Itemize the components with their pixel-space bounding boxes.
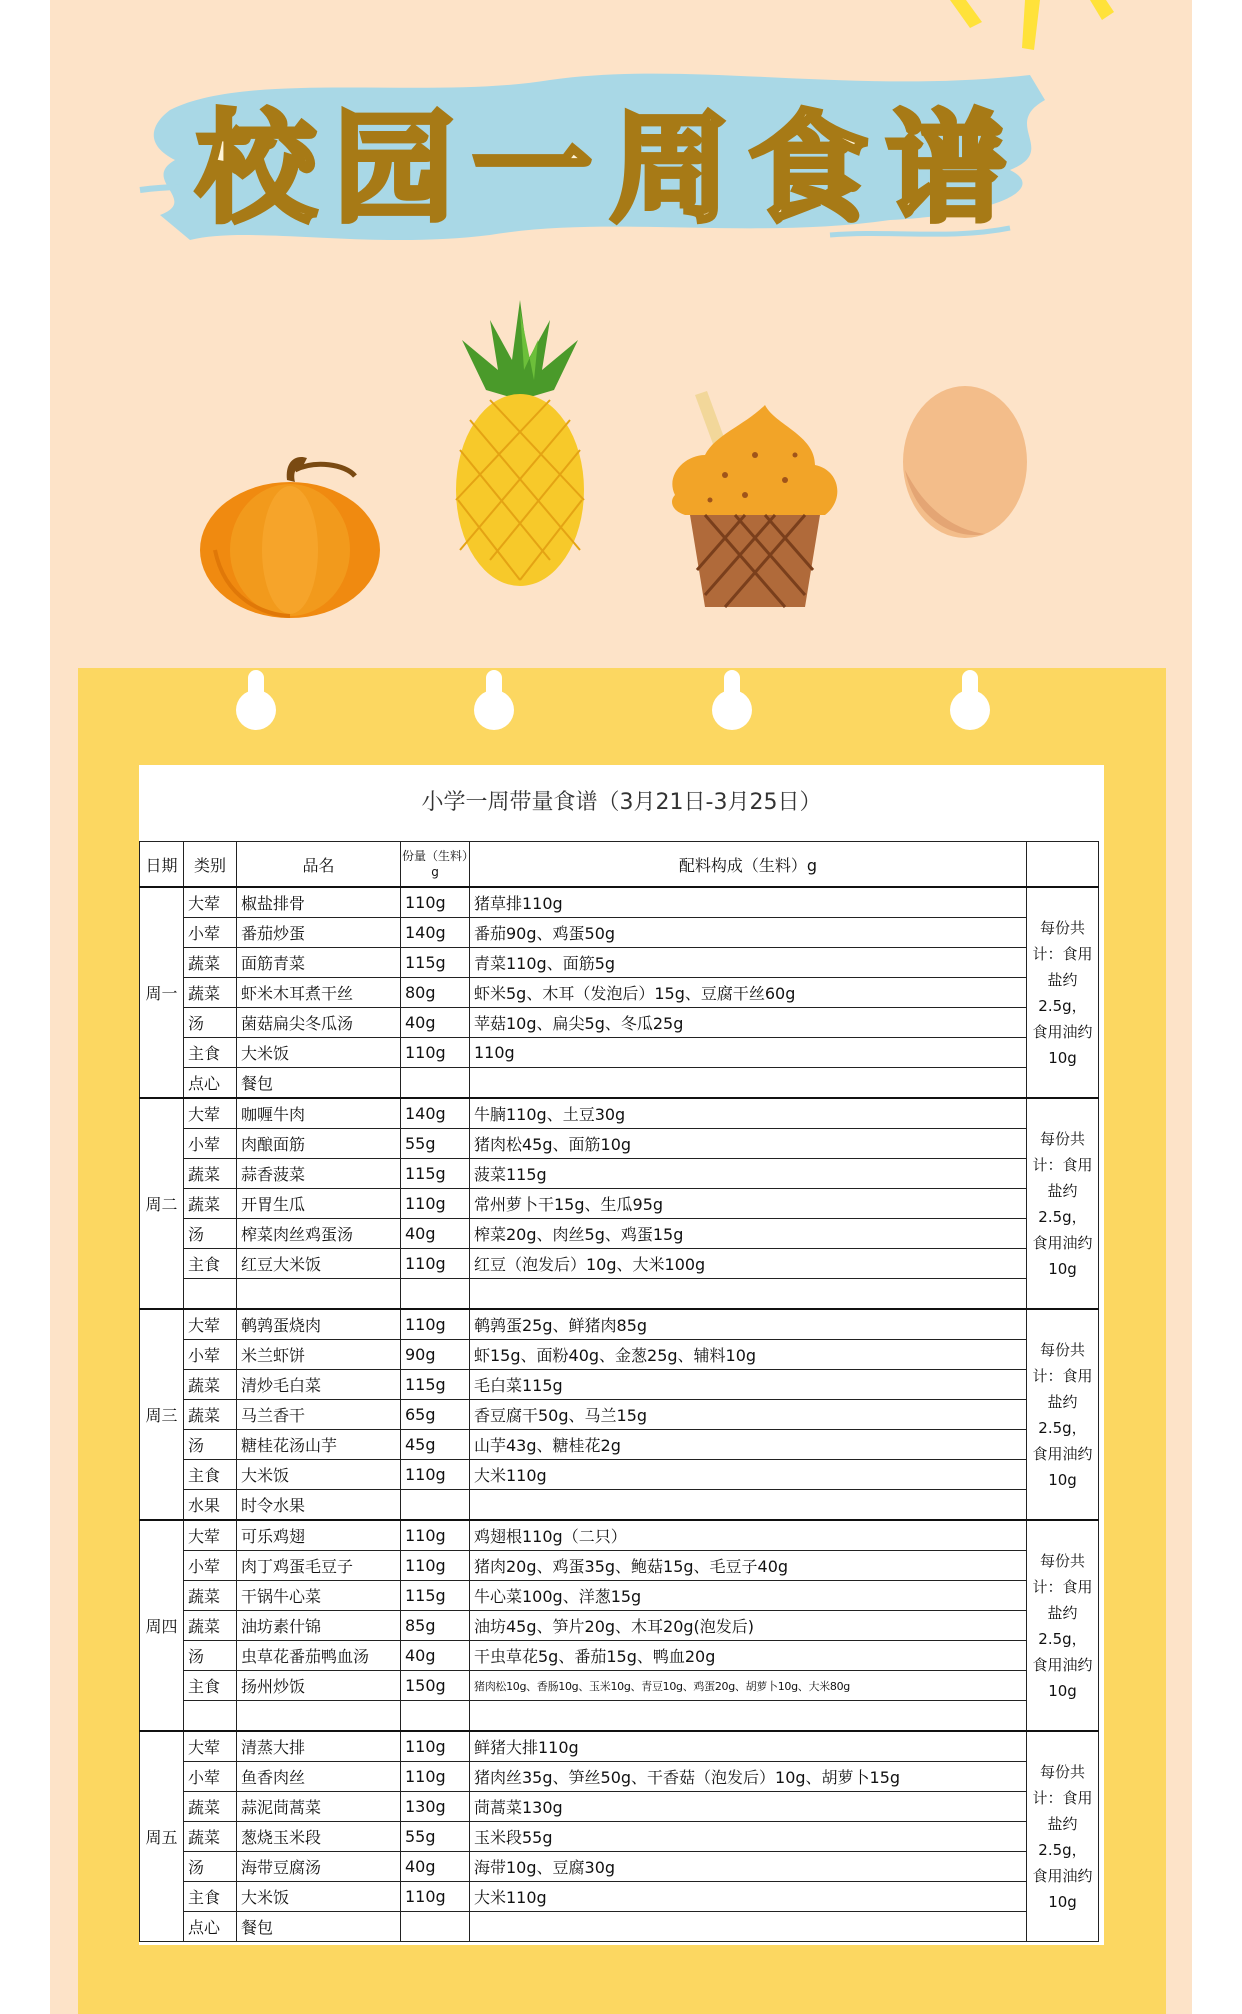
nutrition-note: 每份共计：食用盐约2.5g，食用油约10g [1027, 1309, 1099, 1520]
ingredients-cell: 干虫草花5g、番茄15g、鸭血20g [470, 1641, 1027, 1671]
table-row [140, 1882, 1099, 1912]
dish-cell: 蒜香菠菜 [237, 1159, 401, 1189]
ingredients-cell: 大米110g [470, 1460, 1027, 1490]
pineapple-icon [450, 300, 590, 590]
dish-cell: 可乐鸡翅 [237, 1520, 401, 1551]
pumpkin-icon [195, 450, 385, 620]
table-row [140, 1822, 1099, 1852]
nutrition-note: 每份共计：食用盐约2.5g，食用油约10g [1027, 1098, 1099, 1309]
dish-cell [237, 1701, 401, 1732]
title-wrap [0, 58, 1242, 239]
day-cell: 周五 [140, 1731, 184, 1942]
dish-cell: 蒜泥茼蒿菜 [237, 1792, 401, 1822]
category-cell: 主食 [184, 1249, 237, 1279]
portion-cell: 115g [401, 1159, 470, 1189]
ingredients-cell: 海带10g、豆腐30g [470, 1852, 1027, 1882]
portion-cell: 55g [401, 1129, 470, 1159]
dish-cell: 马兰香干 [237, 1400, 401, 1430]
ingredients-cell: 猪草排110g [470, 887, 1027, 918]
ingredients-cell: 猪肉丝35g、笋丝50g、干香菇（泡发后）10g、胡萝卜15g [470, 1762, 1027, 1792]
header-category: 类别 [184, 842, 237, 888]
ingredients-cell [470, 1701, 1027, 1732]
portion-cell [401, 1068, 470, 1099]
table-row [140, 1520, 1099, 1551]
day-cell: 周三 [140, 1309, 184, 1520]
dish-cell: 清蒸大排 [237, 1731, 401, 1762]
table-row [140, 1852, 1099, 1882]
table-row [140, 1340, 1099, 1370]
portion-cell: 40g [401, 1641, 470, 1671]
table-row [140, 1430, 1099, 1460]
table-row [140, 1581, 1099, 1611]
portion-cell: 110g [401, 1189, 470, 1219]
table-header-row [140, 842, 1099, 888]
portion-cell: 40g [401, 1852, 470, 1882]
category-cell: 蔬菜 [184, 1370, 237, 1400]
ingredients-cell: 榨菜20g、肉丝5g、鸡蛋15g [470, 1219, 1027, 1249]
table-row [140, 1400, 1099, 1430]
table-row [140, 1129, 1099, 1159]
table-row [140, 1098, 1099, 1129]
header-note [1027, 842, 1099, 888]
ingredients-cell: 猪肉松10g、香肠10g、玉米10g、青豆10g、鸡蛋20g、胡萝卜10g、大米80g [470, 1671, 1027, 1701]
dish-cell: 餐包 [237, 1912, 401, 1942]
portion-cell [401, 1279, 470, 1310]
portion-cell: 110g [401, 1309, 470, 1340]
dish-cell: 咖喱牛肉 [237, 1098, 401, 1129]
menu-table [139, 841, 1099, 1942]
ingredients-cell: 鹌鹑蛋25g、鲜猪肉85g [470, 1309, 1027, 1340]
table-row [140, 1249, 1099, 1279]
table-row [140, 1551, 1099, 1581]
dish-cell: 面筋青菜 [237, 948, 401, 978]
category-cell: 蔬菜 [184, 1822, 237, 1852]
category-cell: 小荤 [184, 1129, 237, 1159]
category-cell: 大荤 [184, 1731, 237, 1762]
portion-cell: 140g [401, 918, 470, 948]
table-row [140, 1370, 1099, 1400]
header-dish: 品名 [237, 842, 401, 888]
category-cell: 主食 [184, 1460, 237, 1490]
table-row [140, 1309, 1099, 1340]
dish-cell: 油坊素什锦 [237, 1611, 401, 1641]
portion-cell: 40g [401, 1219, 470, 1249]
portion-cell: 110g [401, 1882, 470, 1912]
ingredients-cell: 鸡翅根110g（二只） [470, 1520, 1027, 1551]
category-cell: 点心 [184, 1068, 237, 1099]
menu-title: 小学一周带量食谱（3月21日-3月25日） [421, 790, 822, 815]
ingredients-cell [470, 1490, 1027, 1521]
ingredients-cell: 大米110g [470, 1882, 1027, 1912]
dish-cell: 番茄炒蛋 [237, 918, 401, 948]
portion-cell: 110g [401, 887, 470, 918]
table-row [140, 1279, 1099, 1310]
category-cell [184, 1701, 237, 1732]
binder-hole [236, 690, 276, 730]
dish-cell: 糖桂花汤山芋 [237, 1430, 401, 1460]
portion-cell: 90g [401, 1340, 470, 1370]
table-row [140, 1671, 1099, 1701]
page-title: 校园一周食谱 [196, 100, 1024, 239]
binder-hole [950, 690, 990, 730]
table-row [140, 948, 1099, 978]
ingredients-cell: 番茄90g、鸡蛋50g [470, 918, 1027, 948]
table-row [140, 1701, 1099, 1732]
dish-cell: 鹌鹑蛋烧肉 [237, 1309, 401, 1340]
category-cell: 主食 [184, 1671, 237, 1701]
ingredients-cell: 苹菇10g、扁尖5g、冬瓜25g [470, 1008, 1027, 1038]
dish-cell: 椒盐排骨 [237, 887, 401, 918]
portion-cell: 150g [401, 1671, 470, 1701]
table-row [140, 1068, 1099, 1099]
dish-cell: 餐包 [237, 1068, 401, 1099]
portion-cell: 110g [401, 1249, 470, 1279]
portion-cell: 80g [401, 978, 470, 1008]
table-row [140, 1912, 1099, 1942]
category-cell: 汤 [184, 1852, 237, 1882]
category-cell: 汤 [184, 1430, 237, 1460]
category-cell: 大荤 [184, 1520, 237, 1551]
category-cell: 汤 [184, 1008, 237, 1038]
ingredients-cell: 猪肉20g、鸡蛋35g、鲍菇15g、毛豆子40g [470, 1551, 1027, 1581]
category-cell: 大荤 [184, 887, 237, 918]
portion-cell: 55g [401, 1822, 470, 1852]
category-cell: 水果 [184, 1490, 237, 1521]
ingredients-cell: 猪肉松45g、面筋10g [470, 1129, 1027, 1159]
dish-cell: 开胃生瓜 [237, 1189, 401, 1219]
dish-cell: 海带豆腐汤 [237, 1852, 401, 1882]
portion-cell [401, 1490, 470, 1521]
dish-cell: 大米饭 [237, 1460, 401, 1490]
header-ingredients: 配料构成（生料）g [470, 842, 1027, 888]
category-cell: 小荤 [184, 918, 237, 948]
day-cell: 周一 [140, 887, 184, 1098]
ingredients-cell: 牛腩110g、土豆30g [470, 1098, 1027, 1129]
dish-cell: 肉酿面筋 [237, 1129, 401, 1159]
dish-cell: 榨菜肉丝鸡蛋汤 [237, 1219, 401, 1249]
header-date: 日期 [140, 842, 184, 888]
portion-cell: 110g [401, 1460, 470, 1490]
portion-cell: 40g [401, 1008, 470, 1038]
ingredients-cell: 常州萝卜干15g、生瓜95g [470, 1189, 1027, 1219]
dish-cell [237, 1279, 401, 1310]
ingredients-cell: 110g [470, 1038, 1027, 1068]
table-row [140, 1792, 1099, 1822]
table-row [140, 978, 1099, 1008]
ingredients-cell: 虾15g、面粉40g、金葱25g、辅料10g [470, 1340, 1027, 1370]
dish-cell: 菌菇扁尖冬瓜汤 [237, 1008, 401, 1038]
portion-cell: 110g [401, 1731, 470, 1762]
table-row [140, 1219, 1099, 1249]
category-cell: 蔬菜 [184, 1189, 237, 1219]
category-cell: 蔬菜 [184, 978, 237, 1008]
portion-cell: 115g [401, 948, 470, 978]
ingredients-cell: 香豆腐干50g、马兰15g [470, 1400, 1027, 1430]
category-cell: 小荤 [184, 1340, 237, 1370]
portion-cell: 115g [401, 1370, 470, 1400]
ingredients-cell [470, 1912, 1027, 1942]
portion-cell: 140g [401, 1098, 470, 1129]
menu-body [140, 887, 1099, 1942]
portion-cell: 115g [401, 1581, 470, 1611]
dish-cell: 虾米木耳煮干丝 [237, 978, 401, 1008]
dish-cell: 清炒毛白菜 [237, 1370, 401, 1400]
portion-cell: 45g [401, 1430, 470, 1460]
table-row [140, 918, 1099, 948]
ingredients-cell: 毛白菜115g [470, 1370, 1027, 1400]
cupcake-icon [665, 385, 845, 615]
day-cell: 周二 [140, 1098, 184, 1309]
binder-hole [474, 690, 514, 730]
ingredients-cell: 红豆（泡发后）10g、大米100g [470, 1249, 1027, 1279]
table-row [140, 887, 1099, 918]
ingredients-cell: 玉米段55g [470, 1822, 1027, 1852]
dish-cell: 葱烧玉米段 [237, 1822, 401, 1852]
dish-cell: 肉丁鸡蛋毛豆子 [237, 1551, 401, 1581]
ingredients-cell [470, 1068, 1027, 1099]
category-cell: 大荤 [184, 1309, 237, 1340]
category-cell [184, 1279, 237, 1310]
table-row [140, 1762, 1099, 1792]
table-row [140, 1731, 1099, 1762]
portion-cell: 110g [401, 1762, 470, 1792]
portion-cell: 110g [401, 1520, 470, 1551]
dish-cell: 干锅牛心菜 [237, 1581, 401, 1611]
category-cell: 汤 [184, 1219, 237, 1249]
nutrition-note: 每份共计：食用盐约2.5g，食用油约10g [1027, 1520, 1099, 1731]
ingredients-cell: 茼蒿菜130g [470, 1792, 1027, 1822]
category-cell: 蔬菜 [184, 1611, 237, 1641]
table-row [140, 1611, 1099, 1641]
ingredients-cell: 牛心菜100g、洋葱15g [470, 1581, 1027, 1611]
dish-cell: 红豆大米饭 [237, 1249, 401, 1279]
portion-cell: 85g [401, 1611, 470, 1641]
dish-cell: 虫草花番茄鸭血汤 [237, 1641, 401, 1671]
dish-cell: 大米饭 [237, 1882, 401, 1912]
category-cell: 蔬菜 [184, 948, 237, 978]
table-row [140, 1189, 1099, 1219]
category-cell: 蔬菜 [184, 1581, 237, 1611]
ingredients-cell: 菠菜115g [470, 1159, 1027, 1189]
table-row [140, 1460, 1099, 1490]
category-cell: 主食 [184, 1038, 237, 1068]
menu-sheet [139, 765, 1104, 1945]
category-cell: 主食 [184, 1882, 237, 1912]
portion-cell: 110g [401, 1038, 470, 1068]
table-row [140, 1008, 1099, 1038]
portion-cell: 110g [401, 1551, 470, 1581]
ingredients-cell: 鲜猪大排110g [470, 1731, 1027, 1762]
ingredients-cell: 油坊45g、笋片20g、木耳20g(泡发后) [470, 1611, 1027, 1641]
category-cell: 蔬菜 [184, 1792, 237, 1822]
category-cell: 蔬菜 [184, 1159, 237, 1189]
category-cell: 汤 [184, 1641, 237, 1671]
header-portion: 份量（生料）g [401, 842, 470, 888]
egg-icon [895, 370, 1035, 540]
day-cell: 周四 [140, 1520, 184, 1731]
category-cell: 大荤 [184, 1098, 237, 1129]
ingredients-cell: 青菜110g、面筋5g [470, 948, 1027, 978]
portion-cell: 130g [401, 1792, 470, 1822]
dish-cell: 鱼香肉丝 [237, 1762, 401, 1792]
category-cell: 蔬菜 [184, 1400, 237, 1430]
portion-cell [401, 1912, 470, 1942]
nutrition-note: 每份共计：食用盐约2.5g，食用油约10g [1027, 1731, 1099, 1942]
portion-cell [401, 1701, 470, 1732]
ingredients-cell: 虾米5g、木耳（发泡后）15g、豆腐干丝60g [470, 978, 1027, 1008]
category-cell: 小荤 [184, 1762, 237, 1792]
table-row [140, 1641, 1099, 1671]
category-cell: 小荤 [184, 1551, 237, 1581]
table-row [140, 1038, 1099, 1068]
ingredients-cell: 山芋43g、糖桂花2g [470, 1430, 1027, 1460]
ingredients-cell [470, 1279, 1027, 1310]
dish-cell: 扬州炒饭 [237, 1671, 401, 1701]
portion-cell: 65g [401, 1400, 470, 1430]
table-row [140, 1490, 1099, 1521]
dish-cell: 大米饭 [237, 1038, 401, 1068]
dish-cell: 米兰虾饼 [237, 1340, 401, 1370]
table-row [140, 1159, 1099, 1189]
category-cell: 点心 [184, 1912, 237, 1942]
dish-cell: 时令水果 [237, 1490, 401, 1521]
binder-hole [712, 690, 752, 730]
nutrition-note: 每份共计：食用盐约2.5g，食用油约10g [1027, 887, 1099, 1098]
